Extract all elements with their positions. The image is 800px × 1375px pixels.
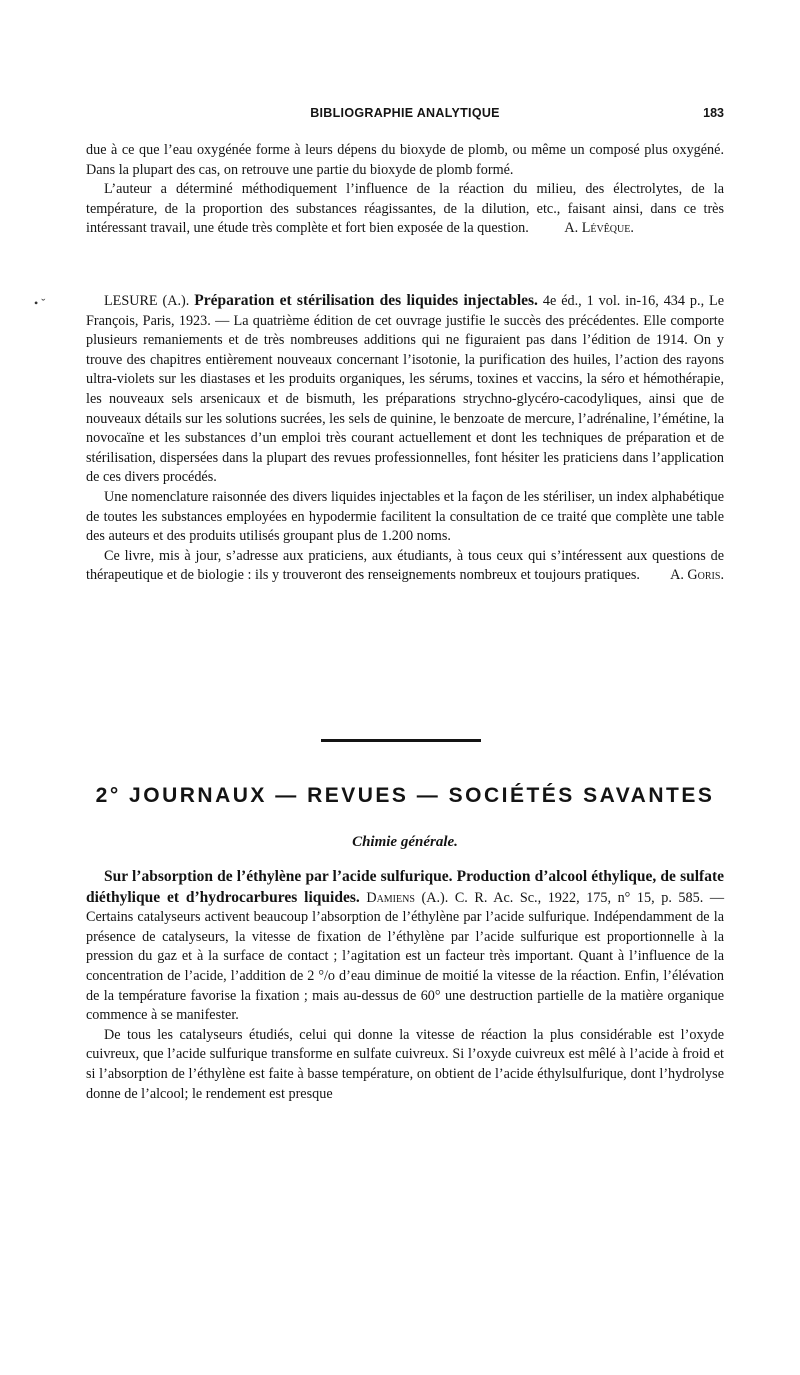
margin-mark: • ˇ: [34, 296, 46, 310]
lesure-paragraph-1: [86, 291, 724, 488]
section-divider: [321, 739, 481, 742]
damiens-paragraph-2: De tous les catalyseurs étudiés, celui qui donne la vitesse de réaction la plus considérable est l’oxyde cuivreux, que l’acide sulfurique transforme en sulfate cuivreux. Si l’oxyde cuivreux est mêlé à l’acide à froid et si l’absorption de l’éthylène est faite à basse température, on obtient de l’acide éthylsulfurique, dont l’hydrolyse donne de l’alcool; le rendement est presque: [86, 1026, 724, 1102]
lesure-paragraph-3: [86, 547, 724, 586]
page-number: 183: [703, 106, 724, 120]
top-article-paragraph-2-text: L’auteur a déterminé méthodiquement l’influence de la réaction du milieu, des électrolytes, de la température, de la proportion des substances réagissantes, de la dilution, etc., faisant ainsi, dans ce très intéressant travail, une étude très complète et fort bien exposée de la question.: [86, 181, 724, 237]
lesure-paragraph-3-text: Ce livre, mis à jour, s’adresse aux praticiens, aux étudiants, à tous ceux qui s’intéressent aux questions de thérapeutique et de biologie : ils y trouveront des renseignements nombreux et toujours pratiques.: [86, 547, 724, 584]
page-header: [86, 104, 724, 124]
damiens-abstract: [86, 867, 724, 1104]
lesure-author: LESURE (A.).: [104, 293, 190, 309]
damiens-title: Sur l’absorption de l’éthylène par l’acide sulfurique. Production d’alcool éthylique, de sulfate diéthylique et d’hydrocarbures liquides.: [86, 868, 724, 906]
top-article-paragraph-2: [86, 180, 724, 239]
damiens-author: Damiens (A.).: [366, 889, 449, 906]
damiens-reference: C. R. Ac. Sc., 1922, 175, n° 15, p. 585.: [454, 889, 704, 906]
top-article-continuation: [86, 141, 724, 239]
damiens-paragraph-1: [86, 867, 724, 1026]
section-subheading: Chimie générale.: [352, 834, 458, 850]
running-title: BIBLIOGRAPHIE ANALYTIQUE: [310, 106, 500, 120]
lesure-paragraph-2: Une nomenclature raisonnée des divers liquides injectables et la façon de les stériliser, un index alphabétique de toutes les substances employées en hypodermie facilitent la consultation de ce traité que complète une table des auteurs et des produits utilisés groupant plus de 1.200 noms.: [86, 488, 724, 545]
top-article-paragraph-1: due à ce que l’eau oxygénée forme à leurs dépens du bioxyde de plomb, ou même un composé plus oxygéné. Dans la plupart des cas, on retrouve une partie du bioxyde de plomb formé.: [86, 142, 724, 178]
lesure-review: [86, 291, 724, 586]
damiens-paragraph-1-text: — Certains catalyseurs activent beaucoup l’absorption de l’éthylène par l’acide sulfurique. Indépendamment de la présence de catalyseurs, la vitesse de fixation de l’éthylène par l’acide sulfurique est proportionnelle à la pression du gaz et à la surface de contact ; l’agitation est un facteur très important. Quant à l’influence de la concentration de l’acide, l’addition de 2 °/o d’eau diminue de moitié la vitesse de la réaction. Enfin, l’élévation de la température favorise la fixation ; mais au-dessus de 60° une destruction partielle de la matière organique commence à se manifester.: [86, 889, 725, 1024]
section-heading: 2° JOURNAUX — REVUES — SOCIÉTÉS SAVANTES: [95, 784, 715, 807]
lesure-paragraph-1-text: 4e éd., 1 vol. in-16, 434 p., Le François, Paris, 1923. — La quatrième édition de cet ouvrage justifie le succès des précédentes. Elle comporte plusieurs remaniements et de très nombreuses additions qui ne figuraient pas dans l’édition de 1914. On y trouve des chapitres entièrement nouveaux concernant l’isotonie, la purification des huiles, l’action des rayons ultra-violets sur les diastases et les produits organiques, les sérums, toxines et vaccins, la séro et hémothérapie, les nouveaux sels arsenicaux et de bismuth, les préparations strychno-glycéro-cacodyliques, ainsi que de nouveaux détails sur les solutions sucrées, les sels de quinine, le benzoate de mercure, l’adrénaline, l’émétine, la novocaïne et les substances d’un emploi très courant actuellement et dont les techniques de préparation et de stérilisation, dispersées dans la plupart des revues professionnelles, font hésiter les praticiens dans l’application de ces divers procédés.: [86, 293, 725, 486]
top-article-signature: A. Lévêque.: [564, 220, 634, 237]
lesure-signature: A. Goris.: [670, 567, 724, 584]
lesure-title: Préparation et stérilisation des liquides injectables.: [194, 292, 538, 309]
